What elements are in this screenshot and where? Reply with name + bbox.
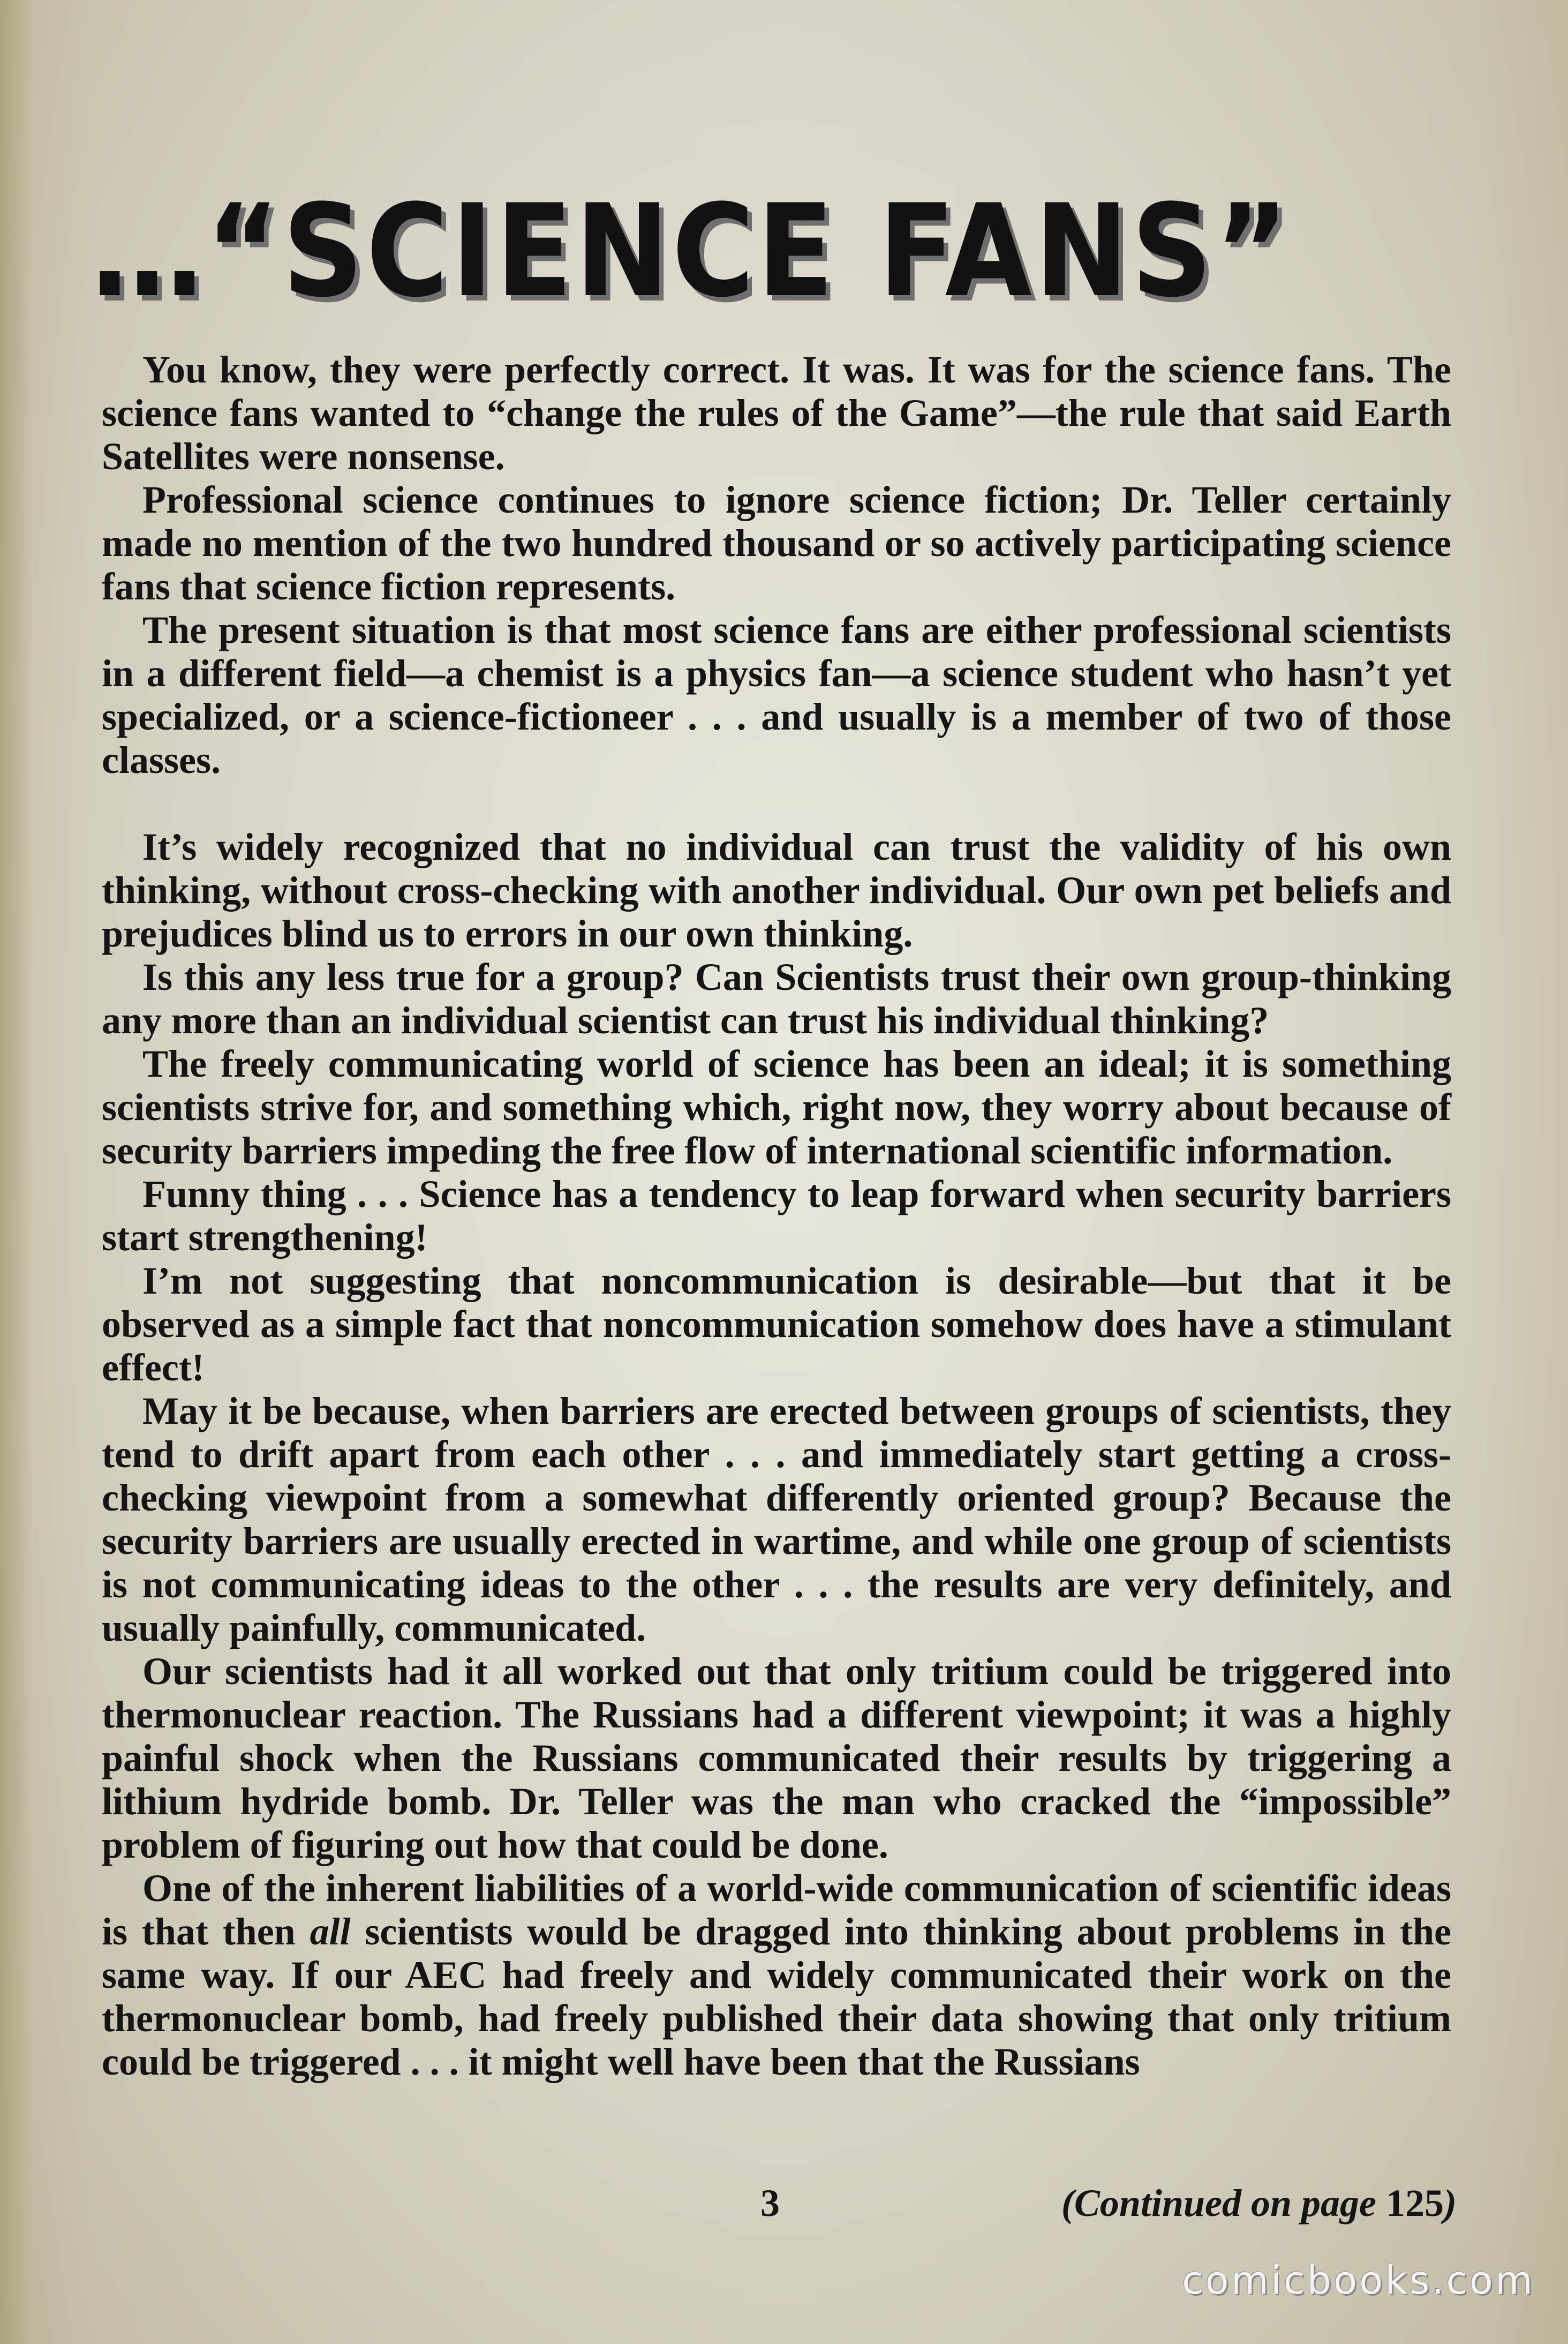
paragraph-10: Our scientists had it all worked out that only tritium could be triggered into thermonuclear reaction. The Russians had a different viewpoint; it was a highly painful shock when the Russians communicated their results by triggering a lithium hydride bomb. Dr. Teller was the man who cracked the “impossible” problem of figuring out how that could be done.: [102, 1650, 1451, 1866]
page-number: 3: [760, 2182, 780, 2225]
paragraph-11-part-1: One of the inherent liabilities of a world-wide communication of scientific ideas is that then: [102, 1867, 1451, 1953]
paragraph-5: Is this any less true for a group? Can Scientists trust their own group-thinking any more than an individual scientist can trust his individual thinking?: [102, 956, 1451, 1042]
article-body: [102, 348, 1451, 2084]
paragraph-7: Funny thing . . . Science has a tendency to leap forward when security barriers start strengthening!: [102, 1173, 1451, 1259]
continued-note: [1061, 2179, 1457, 2227]
paragraph-3: The present situation is that most science fans are either professional scientists in a different field—a chemist is a physics fan—a science student who hasn’t yet specialized, or a science-fictioneer . . . and usually is a member of two of those classes.: [102, 608, 1451, 782]
site-watermark: comicbooks.com: [1181, 2258, 1535, 2303]
paragraph-8: I’m not suggesting that noncommunication is desirable—but that it be observed as a simple fact that noncommunication somehow does have a stimulant effect!: [102, 1259, 1451, 1389]
paragraph-11: [102, 1867, 1451, 2084]
continued-close-paren: ): [1444, 2182, 1457, 2225]
paragraph-1: You know, they were perfectly correct. It was. It was for the science fans. The science fans wanted to “change the rules of the Game”—the rule that said Earth Satellites were nonsense.: [102, 348, 1451, 478]
paragraph-2: Professional science continues to ignore science fiction; Dr. Teller certainly made no mention of the two hundred thousand or so actively participating science fans that science fiction represents.: [102, 478, 1451, 608]
page-edge-shadow: [0, 0, 32, 2344]
emphasized-word: all: [310, 1910, 351, 1953]
paragraph-4: It’s widely recognized that no individual can trust the validity of his own thinking, without cross-checking with another individual. Our own pet beliefs and prejudices blind us to errors in our own thinking.: [102, 825, 1451, 955]
paragraph-11-part-2: scientists would be dragged into thinking about problems in the same way. If our AEC had freely and widely communicated their work on the thermonuclear bomb, had freely published their data showing that only tritium could be triggered . . . it might well have been that the Russians: [102, 1910, 1451, 2083]
page-footer: [102, 2179, 1457, 2227]
paragraph-6: The freely communicating world of science has been an ideal; it is something scientists strive for, and something which, right now, they worry about because of security barriers impeding the free flow of international scientific information.: [102, 1042, 1451, 1172]
continued-open-paren: (: [1061, 2182, 1074, 2225]
paragraph-9: May it be because, when barriers are erected between groups of scientists, they tend to drift apart from each other . . . and immediately start getting a cross-checking viewpoint from a somewhat differently oriented group? Because the security barriers are usually erected in wartime, and while one group of scientists is not communicating ideas to the other . . . the results are very definitely, and usually painfully, communicated.: [102, 1389, 1451, 1649]
continued-page-number: 125: [1386, 2182, 1444, 2225]
article-headline: …“SCIENCE FANS”: [91, 177, 1292, 326]
continued-text: Continued on page: [1074, 2182, 1377, 2225]
